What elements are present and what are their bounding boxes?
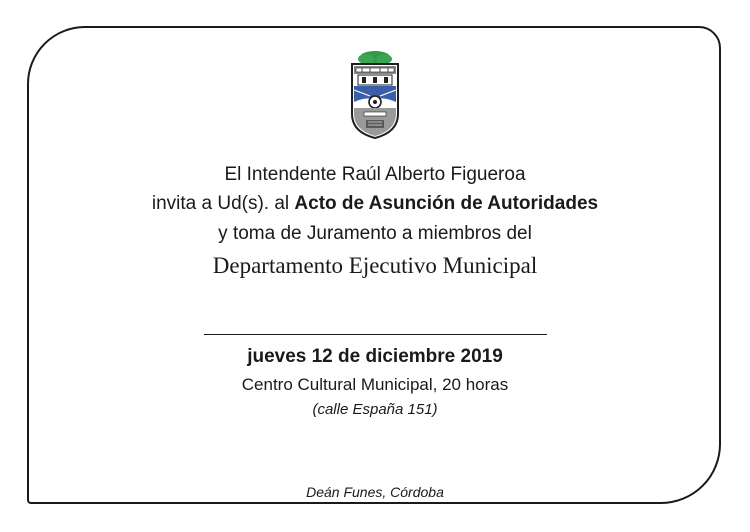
event-address: (calle España 151) [312, 401, 438, 418]
municipal-coat-of-arms-icon [348, 50, 402, 140]
footer-location: Deán Funes, Córdoba [306, 484, 444, 500]
event-date: jueves 12 de diciembre 2019 [247, 346, 503, 367]
oath-line: y toma de Juramento a miembros del [218, 223, 532, 244]
department-name: Departamento Ejecutivo Municipal [212, 253, 538, 278]
invitation-text: invita a Ud(s). al [151, 193, 295, 214]
divider [204, 334, 547, 335]
event-name: Acto de Asunción de Autoridades [294, 193, 599, 214]
host-line: El Intendente Raúl Alberto Figueroa [224, 164, 526, 185]
event-venue-time: Centro Cultural Municipal, 20 horas [241, 375, 509, 394]
invitation-line [0, 193, 750, 215]
